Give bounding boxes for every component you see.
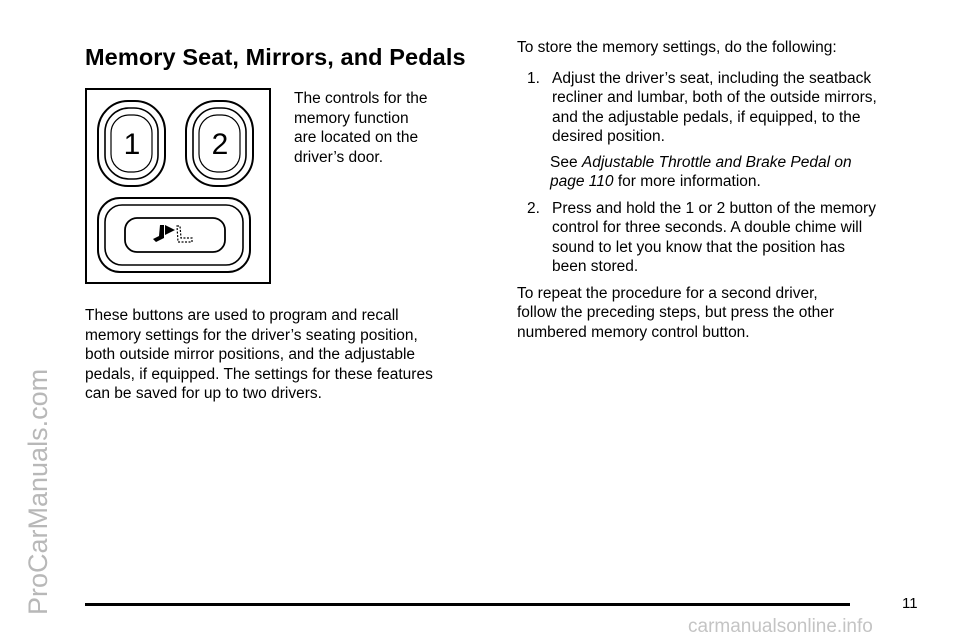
figure-caption	[294, 89, 494, 167]
see-suffix: for more information.	[617, 173, 761, 190]
note-line: numbered memory control button.	[517, 323, 750, 341]
watermark-graphic	[14, 160, 64, 620]
paragraph-line: pedals, if equipped. The settings for these features	[85, 365, 433, 383]
step-line: and the adjustable pedals, if equipped, to the	[552, 108, 861, 126]
second-driver-note	[517, 284, 937, 343]
step-1	[517, 69, 937, 147]
note-line: To repeat the procedure for a second driver,	[517, 284, 818, 302]
watermark	[14, 160, 64, 620]
step-number: 1.	[527, 69, 540, 87]
paragraph-line: memory settings for the driver’s seating position,	[85, 326, 418, 344]
memory-set-button	[98, 198, 250, 272]
instructions-intro: To store the memory settings, do the following:	[517, 39, 837, 56]
paragraph-line: both outside mirror positions, and the adjustable	[85, 346, 416, 363]
memory-button-2	[186, 101, 253, 186]
caption-line: driver’s door.	[294, 148, 384, 166]
memory-control-illustration	[85, 88, 271, 284]
right-column	[517, 38, 937, 342]
button-2-label: 2	[211, 128, 229, 161]
step-line: Adjust the driver’s seat, including the seatback	[552, 69, 872, 87]
paragraph-line: These buttons are used to program and recall	[85, 307, 399, 324]
button-1-label: 1	[123, 128, 141, 161]
page-title: Memory Seat, Mirrors, and Pedals	[85, 44, 466, 70]
caption-line: memory function	[294, 109, 409, 127]
step-number: 2.	[527, 199, 540, 217]
note-line: follow the preceding steps, but press the other	[517, 304, 835, 321]
step-line: recliner and lumbar, both of the outside mirrors,	[552, 89, 877, 106]
cross-reference	[517, 153, 937, 192]
step-line: sound to let you know that the position has	[552, 238, 845, 256]
buttons-description	[85, 306, 505, 404]
step-line: desired position.	[552, 128, 665, 145]
cross-reference-link[interactable]: Adjustable Throttle and Brake Pedal on	[581, 153, 852, 171]
page-number: 11	[902, 595, 918, 612]
cross-reference-page[interactable]: page 110	[550, 173, 614, 190]
footer-rule	[85, 603, 850, 606]
step-line: Press and hold the 1 or 2 button of the memory	[552, 199, 876, 217]
memory-control-figure	[85, 88, 271, 284]
step-line: been stored.	[552, 258, 639, 275]
step-line: control for three seconds. A double chime will	[552, 219, 863, 236]
cross-reference-line	[550, 172, 937, 192]
step-2	[517, 199, 937, 277]
watermark-text: ProCarManuals.com	[23, 368, 53, 615]
caption-line: The controls for the	[294, 90, 428, 107]
paragraph-line: can be saved for up to two drivers.	[85, 385, 322, 402]
memory-button-1	[98, 101, 165, 186]
see-prefix: See	[550, 153, 578, 171]
caption-line: are located on the	[294, 129, 419, 146]
cross-reference-line	[550, 153, 937, 173]
footer-site-watermark: carmanualsonline.info	[688, 616, 873, 637]
